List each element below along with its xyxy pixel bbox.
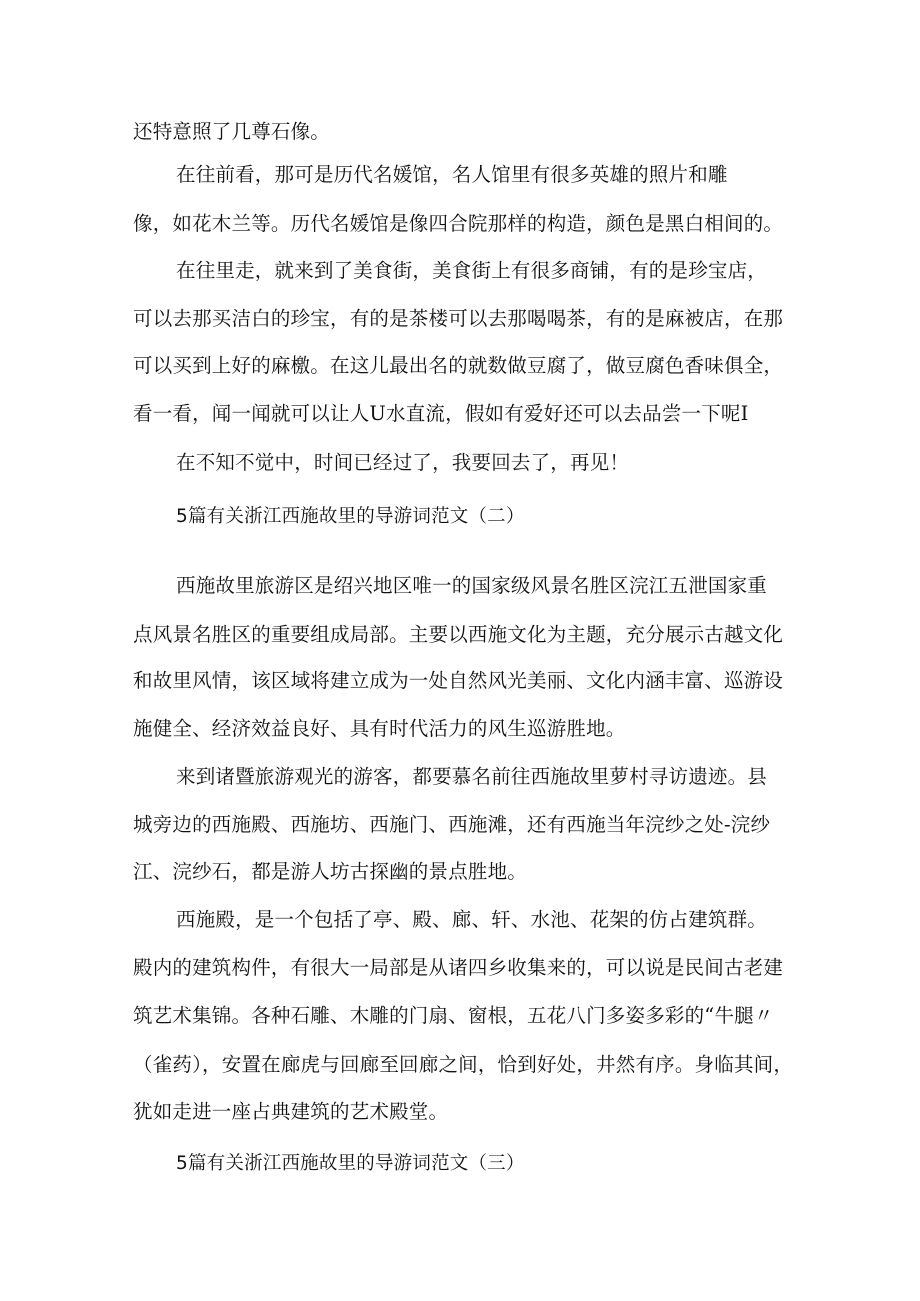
text-line: 可以去那买洁白的珍宝，有的是茶楼可以去那喝喝茶，有的是麻被店，在那 (133, 307, 784, 330)
text-line: 看一看，闻一闻就可以让人U水直流，假如有爱好还可以去品尝一下呢I (133, 402, 749, 425)
text-line: 来到诸暨旅游观光的游客，都要慕名前往西施故里萝村寻访遗迹。县 (176, 765, 768, 788)
text-line: （雀药），安置在廊虎与回廊至回廊之间，恰到好处，井然有序。身临其间， (133, 1053, 794, 1076)
section-heading: 5篇有关浙江西施故里的导游词范文（二） (176, 506, 525, 527)
text-line: 还特意照了几尊石像。 (133, 120, 331, 143)
text-line: 在不知不觉中，时间已经过了，我要回去了，再见！ (176, 451, 630, 474)
text-line: 城旁边的西施殿、西施坊、西施门、西施滩，还有西施当年浣纱之处-浣纱 (133, 813, 771, 836)
text-line: 犹如走进一座占典建筑的艺术殿堂。 (133, 1100, 449, 1123)
text-line: 在往里走，就来到了美食街，美食街上有很多商铺，有的是珍宝店， (176, 259, 768, 282)
text-line: 可以买到上好的麻檄。在这儿最出名的就数做豆腐了，做豆腐色香味俱全， (133, 354, 784, 377)
section-heading: 5篇有关浙江西施故里的导游词范文（三） (176, 1153, 525, 1174)
text-line: 施健全、经济效益良好、具有时代活力的风生巡游胜地。 (133, 717, 626, 740)
text-line: 在往前看，那可是历代名媛馆，名人馆里有很多英雄的照片和雕 (176, 163, 728, 186)
text-line: 西施殿，是一个包括了亭、殿、廊、轩、水池、花架的仿占建筑群。 (176, 908, 768, 931)
text-line: 殿内的建筑构件，有很大一局部是从诸四乡收集来的，可以说是民间古老建 (133, 956, 784, 979)
text-line: 像，如花木兰等。历代名媛馆是像四合院那样的构造，颜色是黑白相间的。 (133, 212, 784, 235)
text-line: 和故里风情，该区域将建立成为一处自然风光美丽、文化内涵丰富、巡游设 (133, 669, 784, 692)
text-line: 西施故里旅游区是绍兴地区唯一的国家级风景名胜区浣江五泄国家重 (176, 574, 768, 597)
text-line: 筑艺术集锦。各种石雕、木雕的门扇、窗根，五花八门多姿多彩的“牛腿〃 (133, 1004, 774, 1027)
text-line: 点风景名胜区的重要组成局部。主要以西施文化为主题，充分展示古越文化 (133, 623, 784, 646)
text-line: 江、浣纱石，都是游人坊古探幽的景点胜地。 (133, 860, 528, 883)
